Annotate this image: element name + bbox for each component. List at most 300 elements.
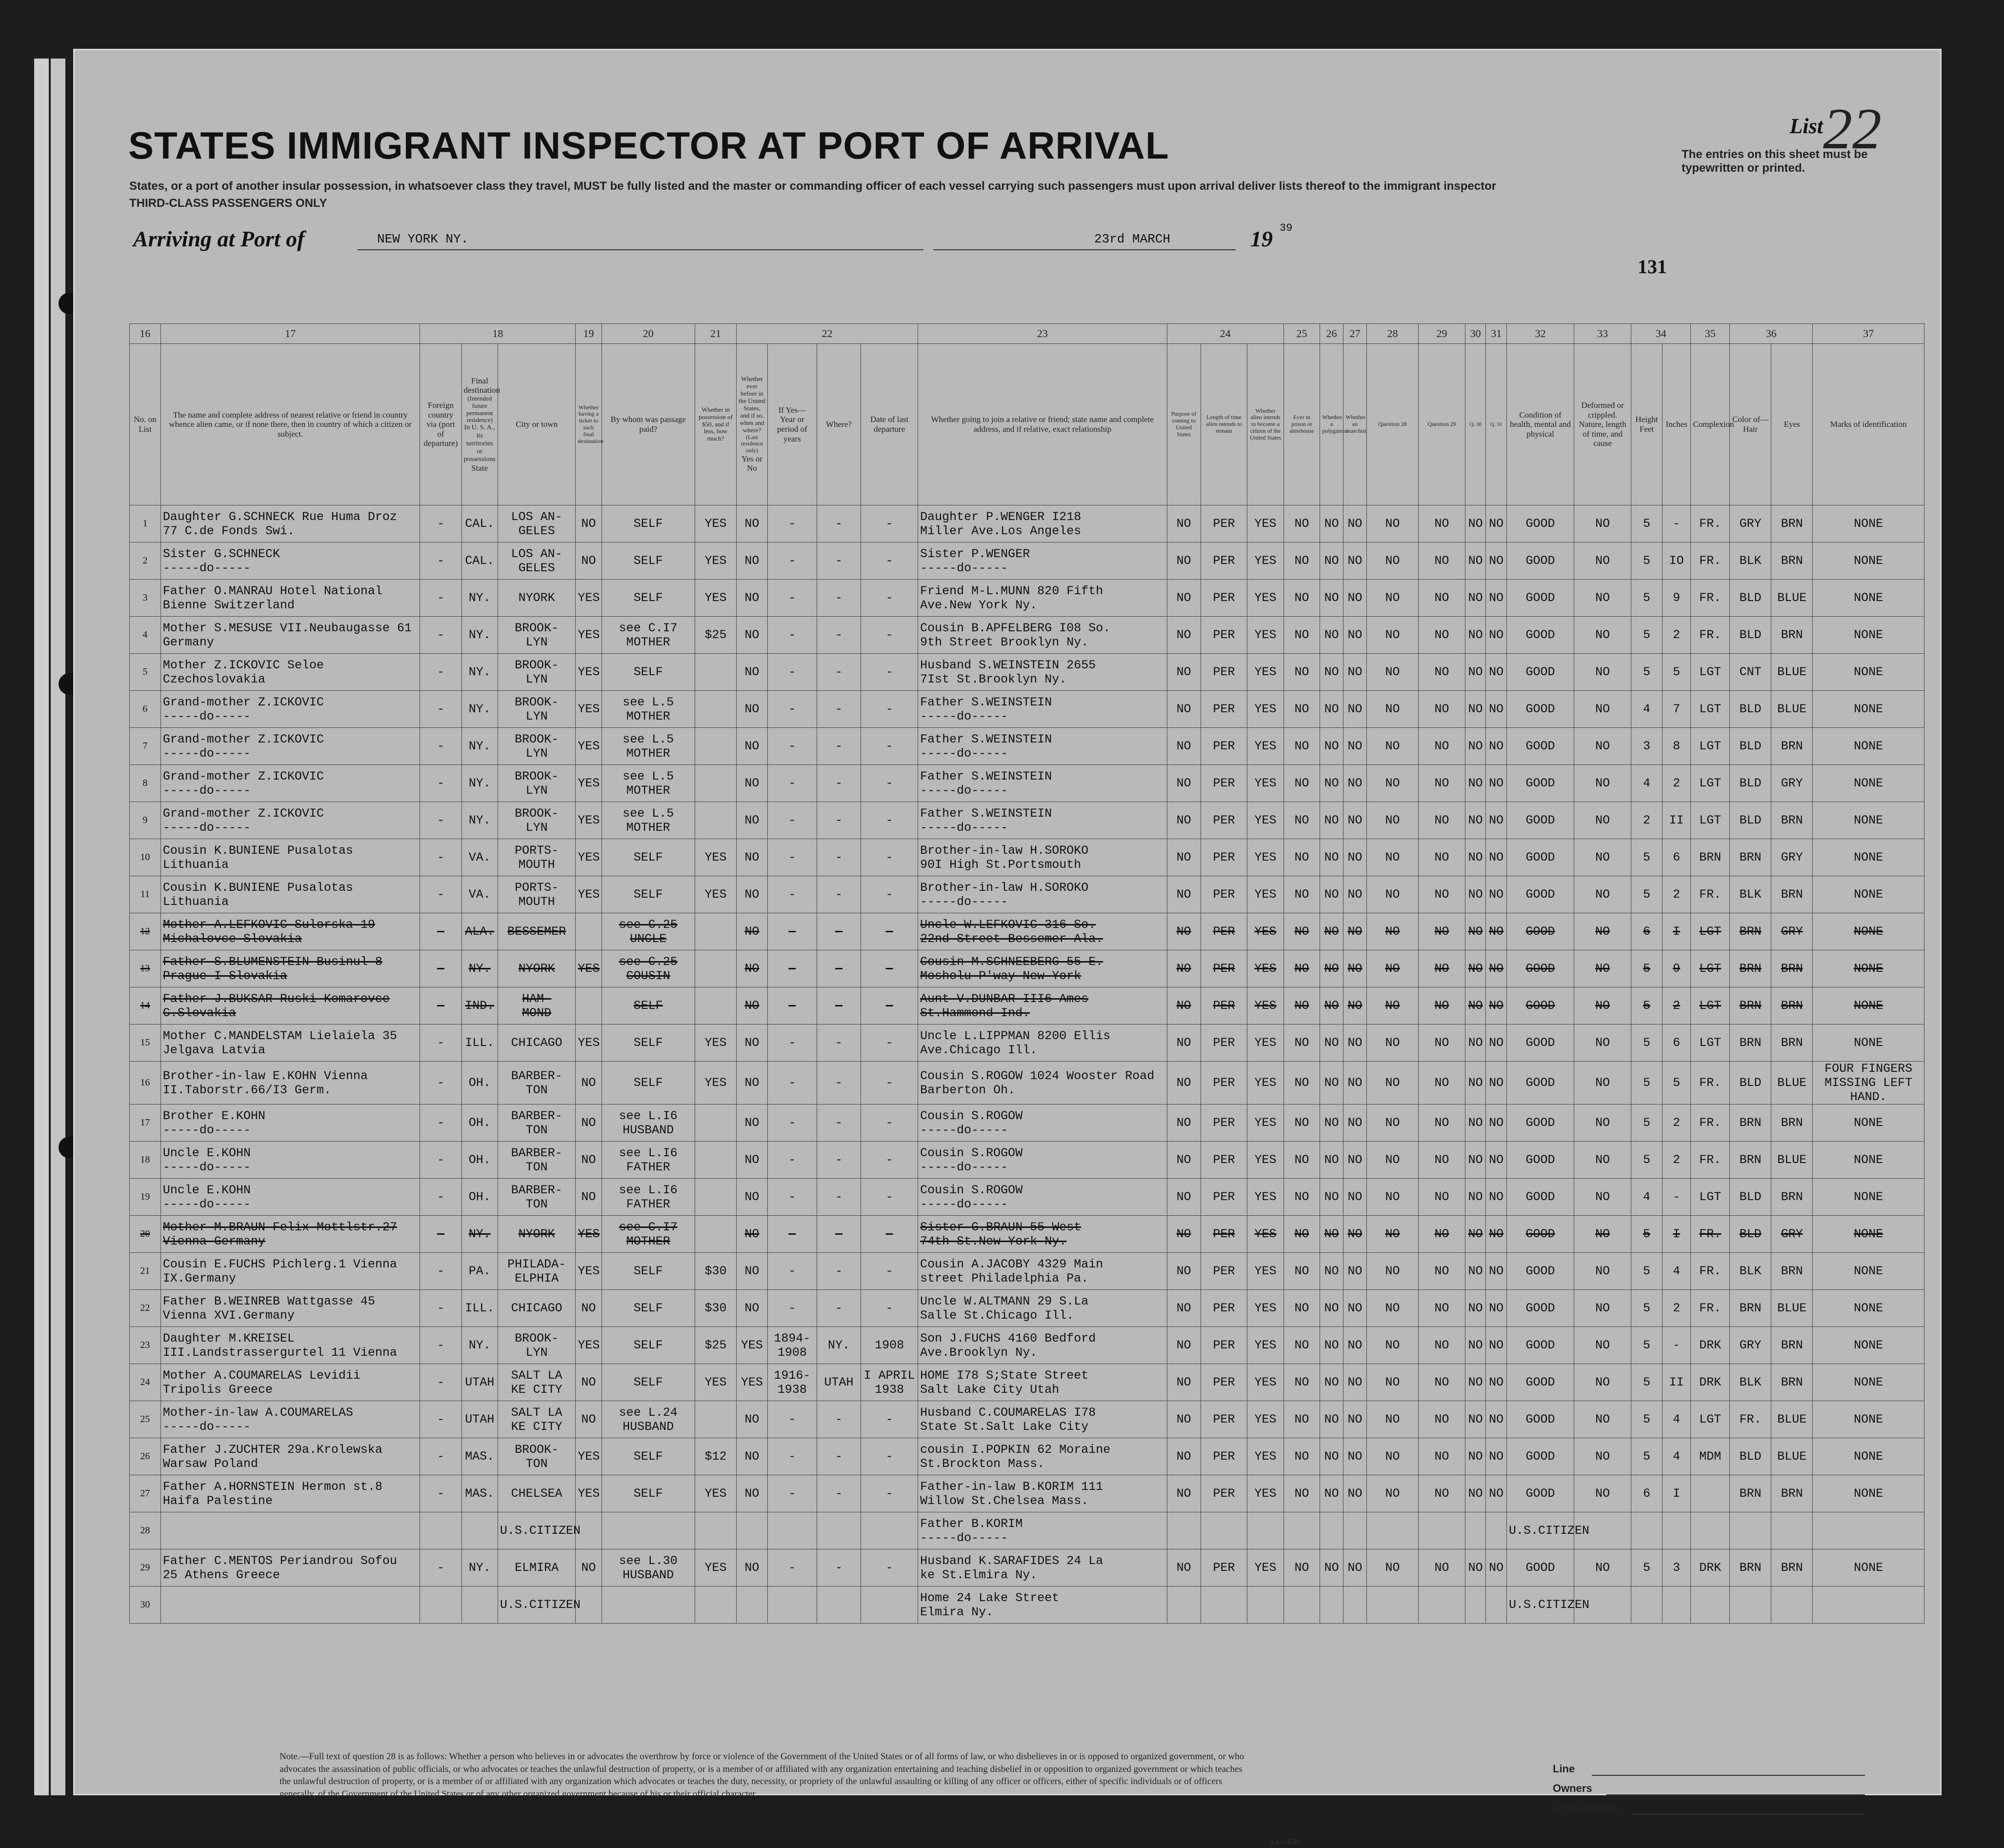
hair-color: BRN [1730,1549,1771,1587]
year-suffix: 39 [1280,222,1293,234]
question-29: NO [1419,1290,1465,1327]
deformed: NO [1574,1253,1631,1290]
passage-paid-by: SELF [601,542,695,580]
form-number: 14—430 [1270,1838,1300,1847]
identification-marks: NONE [1813,505,1924,542]
citizenship-intent: YES [1247,505,1283,542]
city: BROOK- LYN [498,1327,576,1364]
height-inches: I [1662,913,1690,950]
identification-marks: NONE [1813,691,1924,728]
height-feet: 5 [1631,987,1663,1024]
complexion: FR. [1691,876,1730,913]
table-row [130,691,1924,728]
col-num: 24 [1167,324,1283,344]
passage-paid-by: SELF [601,839,695,876]
where: - [817,505,861,542]
question-30 [1465,1587,1486,1624]
health: U.S.CITIZEN [1506,1512,1574,1549]
purpose: NO [1167,802,1201,839]
eye-color: BRN [1771,1105,1813,1142]
question-30: NO [1465,1024,1486,1062]
hair-color: BLK [1730,1364,1771,1401]
height-feet: 5 [1631,1364,1663,1401]
table-row [130,1142,1924,1179]
polygamist: NO [1320,913,1343,950]
anarchist: NO [1343,765,1367,802]
identification-marks: NONE [1813,580,1924,617]
ticket: NO [576,1179,601,1216]
question-28: NO [1366,691,1418,728]
nearest-relative: Father J.BUKSAR Ruski Komarovce C.Slovakia [160,987,420,1024]
joining: Cousin S.ROGOW -----do----- [918,1105,1167,1142]
polygamist: NO [1320,765,1343,802]
identification-marks: NONE [1813,1327,1924,1364]
row-number: 17 [130,1105,161,1142]
question-30 [1465,1512,1486,1549]
money: $30 [695,1253,736,1290]
row-number: 23 [130,1327,161,1364]
question-28: NO [1366,1549,1418,1587]
length-of-stay: PER [1201,1438,1247,1475]
city: ELMIRA [498,1549,576,1587]
years: - [767,1216,817,1253]
question-30: NO [1465,617,1486,654]
length-of-stay: PER [1201,1216,1247,1253]
purpose: NO [1167,1364,1201,1401]
passage-paid-by: see C.I7 MOTHER [601,1216,695,1253]
height-inches: I [1662,1475,1690,1512]
joining: Son J.FUCHS 4160 Bedford Ave.Brooklyn Ny. [918,1327,1167,1364]
years: - [767,987,817,1024]
height-inches: 5 [1662,1062,1690,1105]
complexion: LGT [1691,728,1730,765]
health: GOOD [1506,580,1574,617]
question-29: NO [1419,765,1465,802]
question-28: NO [1366,839,1418,876]
header-yes-no [737,344,768,505]
header-polygamist: Whether a polygamist [1320,344,1343,505]
complexion: LGT [1691,987,1730,1024]
polygamist: NO [1320,839,1343,876]
question-31: NO [1486,1253,1507,1290]
anarchist: NO [1343,654,1367,691]
row-number: 1 [130,505,161,542]
nearest-relative: Daughter M.KREISEL III.Landstrassergurtel 11 Vienna [160,1327,420,1364]
citizenship-intent: YES [1247,802,1283,839]
row-number: 26 [130,1438,161,1475]
joining: HOME I78 S;State Street Salt Lake City Utah [918,1364,1167,1401]
length-of-stay: PER [1201,1475,1247,1512]
polygamist: NO [1320,505,1343,542]
table-row [130,876,1924,913]
years: - [767,876,817,913]
foreign-country: - [420,765,461,802]
height-feet: 5 [1631,542,1663,580]
passage-paid-by: SELF [601,1290,695,1327]
last-departure: - [861,765,918,802]
years: - [767,1438,817,1475]
where [817,1512,861,1549]
header-health: Condition of health, mental and physical [1506,344,1574,505]
identification-marks: NONE [1813,1253,1924,1290]
deformed: NO [1574,950,1631,987]
passage-paid-by: see C.I7 MOTHER [601,617,695,654]
height-feet: 2 [1631,802,1663,839]
joining: Brother-in-law H.SOROKO 90I High St.Portsmouth [918,839,1167,876]
height-feet: 5 [1631,1062,1663,1105]
before-in-us: NO [737,839,768,876]
passenger-manifest-table [129,323,1924,1624]
ticket: YES [576,617,601,654]
row-number: 19 [130,1179,161,1216]
state: NY. [461,802,498,839]
header-complexion: Complexion [1691,344,1730,505]
row-number: 30 [130,1587,161,1624]
citizenship-intent: YES [1247,1438,1283,1475]
height-inches: - [1662,1179,1690,1216]
foreign-country [420,1587,461,1624]
before-in-us: NO [737,728,768,765]
health: GOOD [1506,765,1574,802]
citizenship-intent: YES [1247,987,1283,1024]
question-30: NO [1465,580,1486,617]
question-28: NO [1366,542,1418,580]
before-in-us: NO [737,765,768,802]
last-departure: - [861,505,918,542]
state: MAS. [461,1475,498,1512]
question-28 [1366,1587,1418,1624]
state: ALA. [461,913,498,950]
eye-color: BRN [1771,1024,1813,1062]
height-inches: 4 [1662,1253,1690,1290]
where: UTAH [817,1364,861,1401]
foreign-country: - [420,1105,461,1142]
joining: Father-in-law B.KORIM 111 Willow St.Chelsea Mass. [918,1475,1167,1512]
joining: Father S.WEINSTEIN -----do----- [918,802,1167,839]
anarchist: NO [1343,1216,1367,1253]
where: - [817,765,861,802]
purpose: NO [1167,987,1201,1024]
hair-color: BLD [1730,580,1771,617]
hair-color: BLD [1730,691,1771,728]
prison: NO [1283,1024,1320,1062]
citizenship-intent: YES [1247,1364,1283,1401]
nearest-relative: Mother A.LEFKOVIC Sulorska 19 Michalovce Slovakia [160,913,420,950]
question-28: NO [1366,1401,1418,1438]
passage-paid-by: SELF [601,1062,695,1105]
money: YES [695,1475,736,1512]
citizenship-intent: YES [1247,1290,1283,1327]
state: NY. [461,728,498,765]
complexion: DRK [1691,1549,1730,1587]
joining: Father B.KORIM -----do----- [918,1512,1167,1549]
hair-color: BLD [1730,1438,1771,1475]
height-inches: 7 [1662,691,1690,728]
header-purpose: Purpose of coming to United States [1167,344,1201,505]
table-row [130,950,1924,987]
ticket: YES [576,728,601,765]
question-28: NO [1366,654,1418,691]
last-departure: - [861,1062,918,1105]
complexion: LGT [1691,1401,1730,1438]
foreign-country: - [420,1142,461,1179]
state [461,1587,498,1624]
where: - [817,1142,861,1179]
before-in-us: NO [737,1290,768,1327]
question-29: NO [1419,542,1465,580]
before-in-us: NO [737,1062,768,1105]
joining: Husband S.WEINSTEIN 2655 7Ist St.Brooklyn Ny. [918,654,1167,691]
question-31: NO [1486,950,1507,987]
where: - [817,1216,861,1253]
header-eyes: Eyes [1771,344,1813,505]
prison: NO [1283,505,1320,542]
joining: Sister G.BRAUN 55 West 74th St.New York Ny. [918,1216,1167,1253]
before-in-us: NO [737,802,768,839]
question-29: NO [1419,1364,1465,1401]
group-color-of: Color of— [1732,415,1769,424]
money: YES [695,1062,736,1105]
length-of-stay: PER [1201,839,1247,876]
foreign-country: - [420,580,461,617]
state: VA. [461,876,498,913]
city: BARBER- TON [498,1179,576,1216]
deformed: NO [1574,1105,1631,1142]
city: BROOK- LYN [498,802,576,839]
header-years [767,344,817,505]
anarchist: NO [1343,1062,1367,1105]
nearest-relative: Mother A.COUMARELAS Levidii Tripolis Greece [160,1364,420,1401]
question-30: NO [1465,728,1486,765]
money: YES [695,505,736,542]
before-in-us: NO [737,580,768,617]
passage-paid-by [601,1512,695,1549]
foreign-country: - [420,876,461,913]
polygamist: NO [1320,1142,1343,1179]
citizenship-intent: YES [1247,617,1283,654]
state: OH. [461,1062,498,1105]
complexion: LGT [1691,1179,1730,1216]
col-num: 35 [1691,324,1730,344]
last-departure: - [861,542,918,580]
last-departure: - [861,987,918,1024]
length-of-stay: PER [1201,617,1247,654]
col-num: 18 [420,324,576,344]
before-in-us: YES [737,1327,768,1364]
last-departure: - [861,802,918,839]
deformed: NO [1574,542,1631,580]
citizenship-intent: YES [1247,728,1283,765]
citizenship-intent: YES [1247,1179,1283,1216]
prison: NO [1283,802,1320,839]
length-of-stay: PER [1201,987,1247,1024]
ticket: YES [576,950,601,987]
header-feet [1631,344,1663,505]
col-num: 17 [160,324,420,344]
arrival-port: NEW YORK NY. [377,232,469,246]
question-28 [1366,1512,1418,1549]
polygamist: NO [1320,728,1343,765]
question-29: NO [1419,839,1465,876]
last-departure: - [861,1438,918,1475]
hair-color: BRN [1730,987,1771,1024]
where: - [817,691,861,728]
last-departure: - [861,1024,918,1062]
prison: NO [1283,542,1320,580]
eye-color: BRN [1771,1253,1813,1290]
citizenship-intent: YES [1247,542,1283,580]
question-31: NO [1486,691,1507,728]
years: - [767,1142,817,1179]
group-if-yes: If Yes— [778,405,806,415]
question-28: NO [1366,1062,1418,1105]
question-31: NO [1486,765,1507,802]
health: GOOD [1506,1401,1574,1438]
money: YES [695,876,736,913]
ticket: NO [576,1364,601,1401]
before-in-us: NO [737,1024,768,1062]
last-departure: - [861,1290,918,1327]
deformed: NO [1574,1549,1631,1587]
purpose [1167,1512,1201,1549]
question-29 [1419,1512,1465,1549]
joining: Cousin S.ROGOW 1024 Wooster Road Barberton Oh. [918,1062,1167,1105]
hair-color: BLD [1730,617,1771,654]
where: - [817,1290,861,1327]
row-number: 18 [130,1142,161,1179]
col-num: 31 [1486,324,1507,344]
eye-color: BRN [1771,1364,1813,1401]
money: $25 [695,1327,736,1364]
header-city: City or town [498,344,576,505]
height-feet: 5 [1631,839,1663,876]
citizenship-intent: YES [1247,1142,1283,1179]
passage-paid-by: SELF [601,1364,695,1401]
height-inches [1662,1512,1690,1549]
header-yes-no-label: Yes or No [741,454,762,473]
foreign-country: - [420,542,461,580]
group-height: Height [1635,415,1658,424]
money [695,1142,736,1179]
polygamist: NO [1320,950,1343,987]
row-number: 2 [130,542,161,580]
where: NY. [817,1327,861,1364]
deformed: NO [1574,728,1631,765]
question-29: NO [1419,802,1465,839]
citizenship-intent: YES [1247,765,1283,802]
question-31: NO [1486,1105,1507,1142]
question-31: NO [1486,728,1507,765]
identification-marks: NONE [1813,876,1924,913]
eye-color: GRY [1771,1216,1813,1253]
anarchist: NO [1343,542,1367,580]
question-29: NO [1419,617,1465,654]
nearest-relative: Grand-mother Z.ICKOVIC -----do----- [160,691,420,728]
col-num: 19 [576,324,601,344]
complexion: LGT [1691,765,1730,802]
joining: Uncle W.ALTMANN 29 S.La Salle St.Chicago Ill. [918,1290,1167,1327]
deformed: NO [1574,505,1631,542]
identification-marks: NONE [1813,1216,1924,1253]
prison: NO [1283,876,1320,913]
question-28: NO [1366,876,1418,913]
years: - [767,1549,817,1587]
state: CAL. [461,505,498,542]
eye-color: BRN [1771,1475,1813,1512]
purpose: NO [1167,950,1201,987]
ticket: YES [576,839,601,876]
header-years-label: Year or period of years [777,415,807,443]
city: CHELSEA [498,1475,576,1512]
question-28: NO [1366,1475,1418,1512]
last-departure: - [861,1549,918,1587]
height-feet: 5 [1631,1549,1663,1587]
header-feet-label: Feet [1639,424,1654,434]
question-29: NO [1419,580,1465,617]
length-of-stay: PER [1201,913,1247,950]
purpose: NO [1167,1253,1201,1290]
years: - [767,691,817,728]
prison: NO [1283,1142,1320,1179]
anarchist: NO [1343,950,1367,987]
question-29: NO [1419,1216,1465,1253]
hair-color: BLD [1730,1216,1771,1253]
before-in-us: NO [737,1475,768,1512]
ticket: NO [576,1401,601,1438]
money: YES [695,1364,736,1401]
joining: Father S.WEINSTEIN -----do----- [918,691,1167,728]
height-inches: 5 [1662,654,1690,691]
nearest-relative: Mother C.MANDELSTAM Lielaiela 35 Jelgava Latvia [160,1024,420,1062]
where: - [817,1401,861,1438]
state: OH. [461,1142,498,1179]
where: - [817,542,861,580]
row-number: 21 [130,1253,161,1290]
deformed: NO [1574,1216,1631,1253]
nearest-relative: Father A.HORNSTEIN Hermon st.8 Haifa Palestine [160,1475,420,1512]
city: PHILADA- ELPHIA [498,1253,576,1290]
anarchist: NO [1343,987,1367,1024]
table-row [130,1216,1924,1253]
ticket: NO [576,505,601,542]
question-30: NO [1465,1438,1486,1475]
length-of-stay: PER [1201,1327,1247,1364]
years: - [767,542,817,580]
deformed: NO [1574,765,1631,802]
prison: NO [1283,1475,1320,1512]
eye-color: GRY [1771,765,1813,802]
question-30: NO [1465,1549,1486,1587]
col-num: 36 [1730,324,1813,344]
where: - [817,1062,861,1105]
deformed: NO [1574,654,1631,691]
row-number: 16 [130,1062,161,1105]
nearest-relative: Father S.BLUMENSTEIN Businul 8 Prague I Slovakia [160,950,420,987]
citizenship-intent: YES [1247,1216,1283,1253]
last-departure: - [861,950,918,987]
question-29: NO [1419,505,1465,542]
nearest-relative: Cousin K.BUNIENE Pusalotas Lithuania [160,839,420,876]
prison: NO [1283,1364,1320,1401]
hair-color: BRN [1730,839,1771,876]
table-row [130,617,1924,654]
question-31: NO [1486,580,1507,617]
typewritten-note: The entries on this sheet must be typewritten or printed. [1682,148,1868,175]
col-num: 37 [1813,324,1924,344]
deformed: NO [1574,1327,1631,1364]
hair-color: BLD [1730,1062,1771,1105]
purpose: NO [1167,691,1201,728]
